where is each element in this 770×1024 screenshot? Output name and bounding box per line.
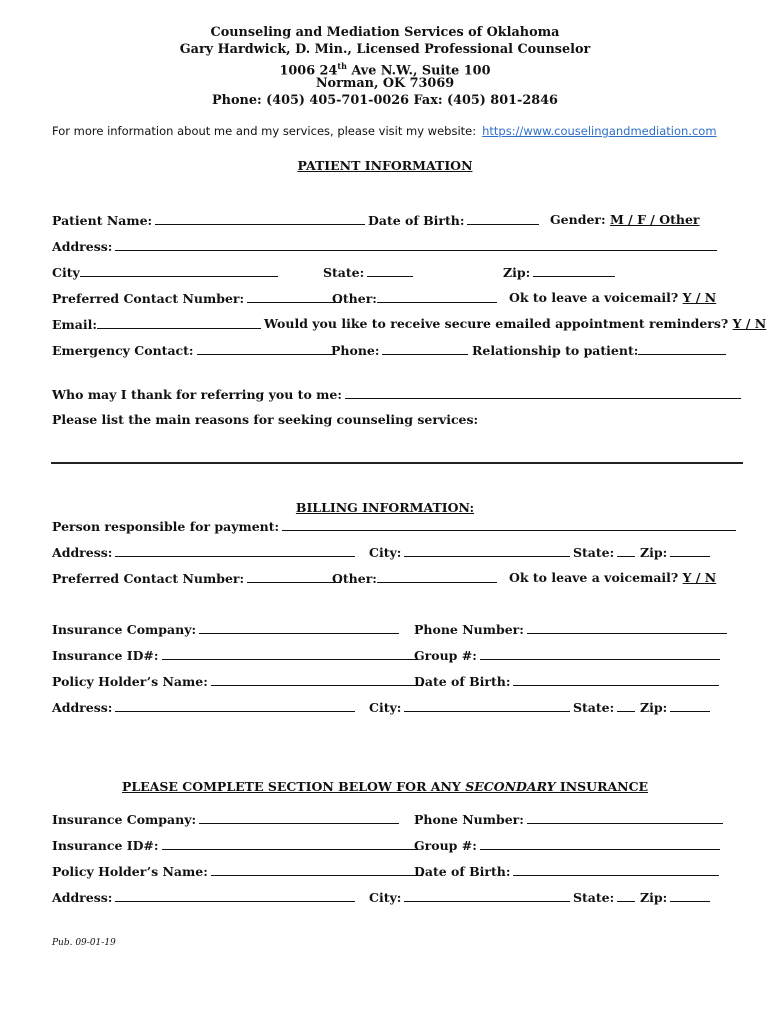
counselor-name: Gary Hardwick, D. Min., Licensed Professional Counselor [179, 42, 591, 57]
policy-state-field[interactable]: State: [573, 699, 635, 715]
state-field[interactable]: State: [323, 264, 413, 280]
secondary-insurance-id-field[interactable]: Insurance ID#: [52, 837, 418, 853]
publication-date: Pub. 09-01-19 [52, 938, 116, 948]
relationship-field[interactable]: Relationship to patient: [472, 342, 726, 358]
secondary-group-field[interactable]: Group #: [414, 837, 720, 853]
billing-contact-field[interactable]: Preferred Contact Number: [52, 570, 341, 586]
secondary-policy-holder-field[interactable]: Policy Holder’s Name: [52, 863, 423, 879]
secondary-address-field[interactable]: Address: [52, 889, 355, 905]
group-number-field[interactable]: Group #: [414, 647, 720, 663]
patient-name-field[interactable]: Patient Name: [52, 212, 365, 228]
billing-other-field[interactable]: Other: [332, 570, 497, 586]
policy-address-field[interactable]: Address: [52, 699, 355, 715]
secondary-insurance-title: PLEASE COMPLETE SECTION BELOW FOR ANY SECONDARY INSURANCE [121, 779, 649, 794]
billing-zip-field[interactable]: Zip: [640, 544, 710, 560]
dob-field[interactable]: Date of Birth: [368, 212, 539, 228]
phone-fax: Phone: (405) 405-701-0026 Fax: (405) 801-2846 [212, 93, 558, 108]
gender-field[interactable]: Gender: M / F / Other [550, 212, 700, 227]
billing-address-field[interactable]: Address: [52, 544, 355, 560]
referral-field[interactable]: Who may I thank for referring you to me: [52, 386, 741, 402]
email-field[interactable]: Email: [52, 316, 261, 332]
patient-information-title: PATIENT INFORMATION [297, 158, 473, 173]
secondary-dob-field[interactable]: Date of Birth: [414, 863, 719, 879]
emergency-contact-field[interactable]: Emergency Contact: [52, 342, 333, 358]
policy-city-field[interactable]: City: [369, 699, 570, 715]
insurance-company-field[interactable]: Insurance Company: [52, 621, 399, 637]
secondary-city-field[interactable]: City: [369, 889, 570, 905]
insurance-id-field[interactable]: Insurance ID#: [52, 647, 418, 663]
reasons-label: Please list the main reasons for seeking counseling services: [52, 412, 479, 427]
billing-city-field[interactable]: City: [369, 544, 570, 560]
address-field[interactable]: Address: [52, 238, 717, 254]
billing-state-field[interactable]: State: [573, 544, 635, 560]
city-state-zip: Norman, OK 73069 [315, 76, 455, 91]
emergency-phone-field[interactable]: Phone: [331, 342, 468, 358]
website-note: For more information about me and my services, please visit my website: https://www.couselingandmediation.com [52, 124, 717, 138]
city-field[interactable]: City [52, 264, 278, 280]
preferred-contact-field[interactable]: Preferred Contact Number: [52, 290, 341, 306]
secondary-zip-field[interactable]: Zip: [640, 889, 710, 905]
reminders-field[interactable]: Would you like to receive secure emailed appointment reminders? Y / N [264, 316, 767, 331]
responsible-party-field[interactable]: Person responsible for payment: [52, 518, 736, 534]
billing-voicemail-field[interactable]: Ok to leave a voicemail? Y / N [509, 570, 717, 585]
secondary-phone-field[interactable]: Phone Number: [414, 811, 723, 827]
reasons-line[interactable] [51, 462, 743, 464]
insurance-phone-field[interactable]: Phone Number: [414, 621, 727, 637]
practice-name: Counseling and Mediation Services of Oklahoma [210, 25, 560, 40]
website-link[interactable]: https://www.couselingandmediation.com [482, 124, 717, 138]
other-contact-field[interactable]: Other: [332, 290, 497, 306]
secondary-state-field[interactable]: State: [573, 889, 635, 905]
gender-options[interactable]: M / F / Other [609, 212, 700, 227]
zip-field[interactable]: Zip: [503, 264, 615, 280]
policy-zip-field[interactable]: Zip: [640, 699, 710, 715]
billing-information-title: BILLING INFORMATION: [295, 500, 475, 515]
policy-holder-dob-field[interactable]: Date of Birth: [414, 673, 719, 689]
secondary-insurance-company-field[interactable]: Insurance Company: [52, 811, 399, 827]
voicemail-field[interactable]: Ok to leave a voicemail? Y / N [509, 290, 717, 305]
street-address: 1006 24th Ave N.W., Suite 100 [279, 61, 491, 79]
policy-holder-field[interactable]: Policy Holder’s Name: [52, 673, 423, 689]
